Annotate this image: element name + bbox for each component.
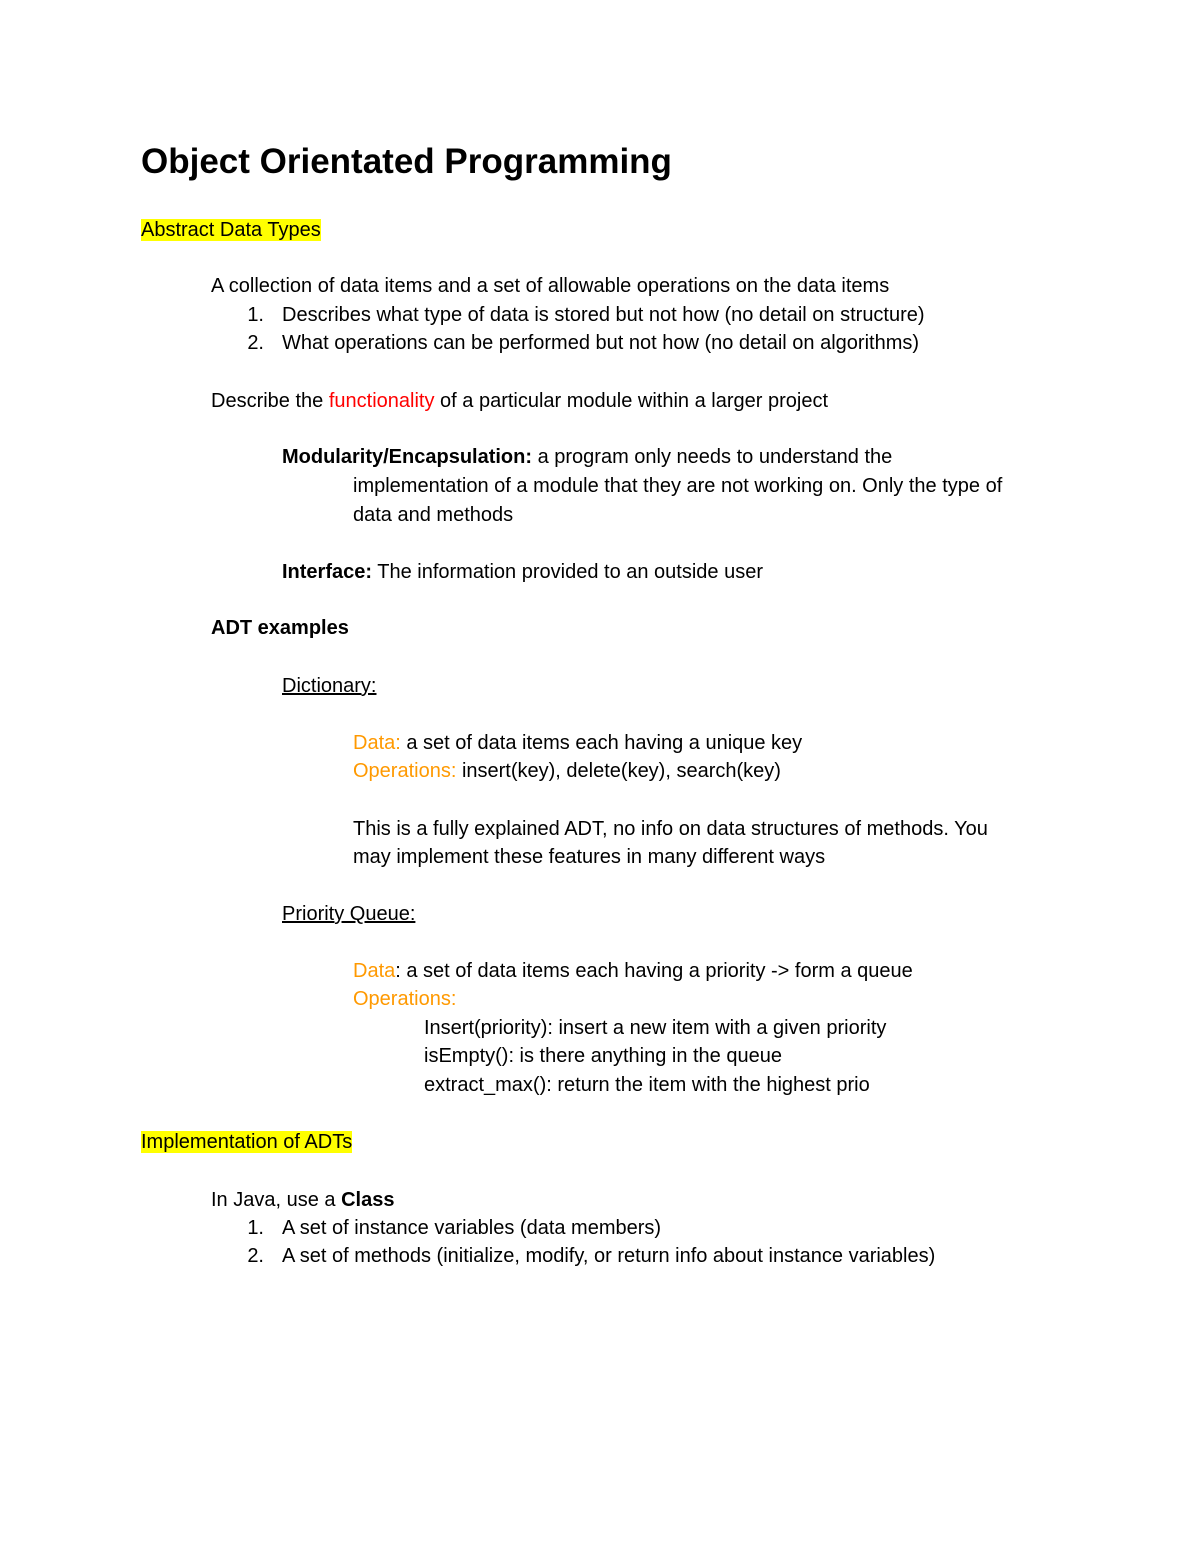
adt-definition: A collection of data items and a set of allowable operations on the data items bbox=[211, 275, 890, 297]
modularity-label: Modularity/Encapsulation: bbox=[282, 446, 533, 468]
operations-label: Operations: bbox=[353, 760, 457, 782]
describe-suffix: of a particular module within a larger project bbox=[434, 390, 828, 412]
describe-line bbox=[211, 387, 828, 415]
interface-text: The information provided to an outside user bbox=[372, 561, 764, 583]
implementation-heading-text: Implementation of ADTs bbox=[141, 1131, 353, 1153]
pq-operation: isEmpty(): is there anything in the queue bbox=[424, 1045, 782, 1067]
list-item: What operations can be performed but not how (no detail on algorithms) bbox=[282, 332, 920, 354]
list-number: 1. bbox=[247, 304, 264, 326]
list-number: 2. bbox=[247, 1245, 264, 1267]
data-label: Data bbox=[353, 960, 396, 982]
pq-operation: extract_max(): return the item with the highest prio bbox=[424, 1074, 870, 1096]
data-label: Data: bbox=[353, 732, 401, 754]
data-text: : a set of data items each having a priority -> form a queue bbox=[395, 960, 913, 982]
pq-data-line bbox=[353, 957, 913, 985]
dictionary-note-line-2: may implement these features in many different ways bbox=[353, 846, 826, 868]
interface-line bbox=[282, 558, 763, 586]
list-number: 2. bbox=[247, 332, 264, 354]
functionality-emphasis: functionality bbox=[328, 390, 435, 412]
section-heading-adt bbox=[141, 216, 321, 244]
pq-operation: Insert(priority): insert a new item with a given priority bbox=[424, 1017, 887, 1039]
modularity-line-2: implementation of a module that they are not working on. Only the type of bbox=[353, 475, 1003, 497]
class-emphasis: Class bbox=[341, 1189, 395, 1211]
page-title: Object Orientated Programming bbox=[141, 142, 672, 181]
dictionary-data-line bbox=[353, 729, 802, 757]
list-item: Describes what type of data is stored but not how (no detail on structure) bbox=[282, 304, 925, 326]
operations-label: Operations: bbox=[353, 988, 457, 1010]
modularity-line bbox=[282, 443, 892, 471]
list-item: A set of instance variables (data members) bbox=[282, 1217, 662, 1239]
java-line bbox=[211, 1186, 394, 1214]
pq-ops-line bbox=[353, 985, 456, 1013]
adt-examples-heading: ADT examples bbox=[211, 617, 349, 639]
java-prefix: In Java, use a bbox=[211, 1189, 342, 1211]
modularity-line-3: data and methods bbox=[353, 504, 514, 526]
dictionary-ops-line bbox=[353, 757, 781, 785]
dictionary-note-line-1: This is a fully explained ADT, no info on data structures of methods. You bbox=[353, 818, 988, 840]
operations-text: insert(key), delete(key), search(key) bbox=[456, 760, 781, 782]
priority-queue-heading: Priority Queue: bbox=[282, 903, 416, 925]
adt-heading-text: Abstract Data Types bbox=[141, 219, 321, 241]
list-number: 1. bbox=[247, 1217, 264, 1239]
dictionary-heading: Dictionary: bbox=[282, 675, 377, 697]
describe-prefix: Describe the bbox=[211, 390, 329, 412]
interface-label: Interface: bbox=[282, 561, 373, 583]
modularity-text: a program only needs to understand the bbox=[532, 446, 893, 468]
list-item: A set of methods (initialize, modify, or return info about instance variables) bbox=[282, 1245, 936, 1267]
section-heading-implementation bbox=[141, 1128, 352, 1156]
data-text: a set of data items each having a unique key bbox=[400, 732, 803, 754]
